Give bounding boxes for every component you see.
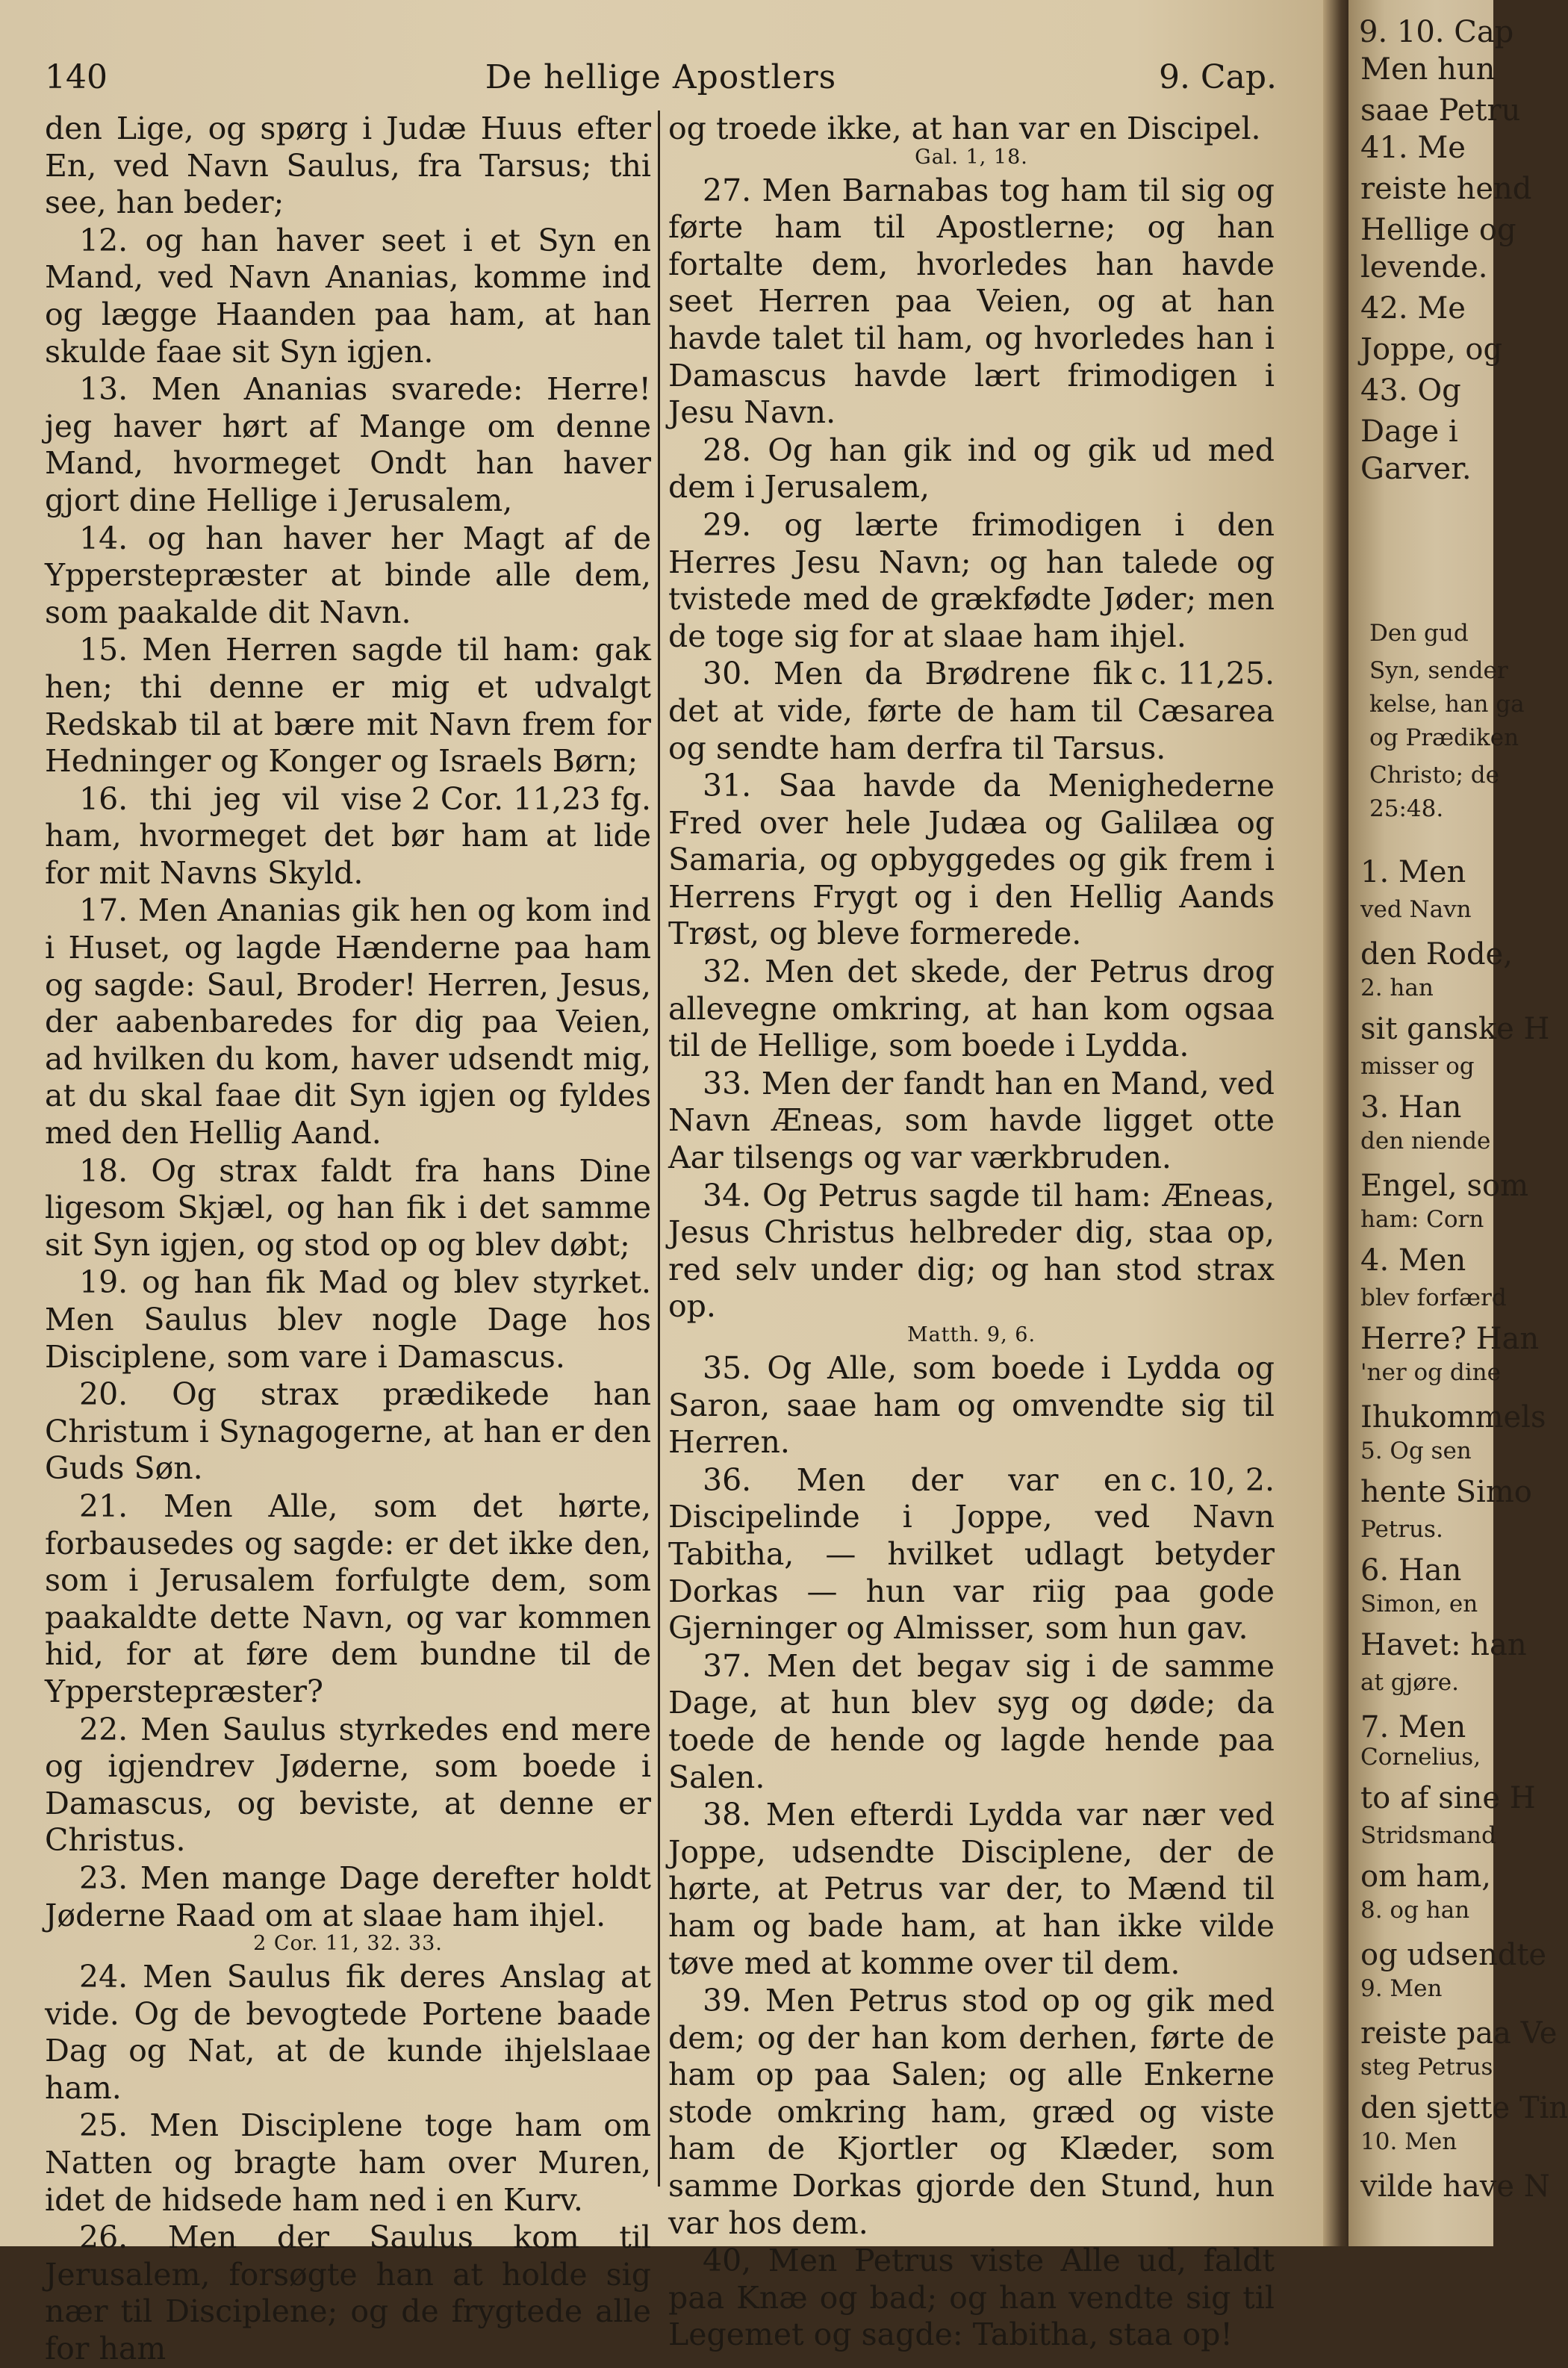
verse-number: 17. bbox=[79, 892, 128, 929]
footnote-reference: Matth. 9, 6. bbox=[906, 1323, 1036, 1346]
verse-text: thi jeg vil vise ham, hvormeget det bør ham at lide for mit Navns Skyld. bbox=[45, 780, 651, 891]
verse-text: Men Saulus styrkedes end mere og igjendrev Jøderne, som boede i Damascus, og beviste, at denne er Christus. bbox=[45, 1711, 651, 1859]
next-page-line: kelse, han ga bbox=[1369, 691, 1525, 718]
next-page-line: 7. Men bbox=[1360, 1710, 1466, 1744]
verse bbox=[45, 2107, 651, 2219]
verse-text: Men mange Dage derefter holdt Jøderne Raad om at slaae ham ihjel. bbox=[45, 1859, 651, 1933]
verse-number: 26. bbox=[79, 2219, 128, 2256]
verse-number: 12. bbox=[79, 222, 128, 258]
next-page-line: om ham, bbox=[1360, 1859, 1491, 1894]
verse bbox=[45, 223, 651, 370]
verse bbox=[668, 1797, 1275, 1982]
verse bbox=[668, 1462, 1275, 1647]
verse-text: og lærte frimodigen i den Herres Jesu Navn; og han talede og tvistede med de grækfødte Jøder; men de toge sig for at slaae ham ihjel. bbox=[668, 506, 1275, 654]
next-page-line: Men hun bbox=[1360, 52, 1496, 87]
verse-text: Men Ananias gik hen og kom ind i Huset, og lagde Hænderne paa ham og sagde: Saul, Broder! Herren, Jesus, der aabenbaredes for dig paa Veien, ad hvilken du kom, haver udsendt mig, at du skal faae dit Syn igjen og fyldes med den Hellig Aand. bbox=[45, 892, 651, 1152]
next-page-line: Simon, en bbox=[1360, 1591, 1478, 1617]
verse-text: og han haver seet i et Syn en Mand, ved Navn Ananias, komme ind og lægge Haanden paa ham, at han skulde faae sit Syn igjen. bbox=[45, 222, 651, 370]
verse-number: 14. bbox=[79, 520, 128, 556]
next-page-line: to af sine H bbox=[1360, 1781, 1536, 1815]
verse-number: 37. bbox=[703, 1647, 752, 1684]
verse bbox=[45, 2219, 651, 2367]
verse bbox=[668, 1648, 1275, 1796]
next-page-line: steg Petrus bbox=[1360, 2054, 1493, 2080]
verse-text: Men Petrus stod op og gik med dem; og der han kom derhen, førte de ham op paa Salen; og alle Enkerne stode omkring ham, græd og viste ham de Kjortler og Klæder, som samme Dorkas gjorde den Stund, hun var hos dem. bbox=[668, 1983, 1275, 2241]
next-page-line: reiste hend bbox=[1360, 172, 1532, 206]
verse-text: Og Petrus sagde til ham: Æneas, Jesus Christus helbreder dig, staa op, red selv under dig; og han stod strax op. bbox=[668, 1177, 1275, 1325]
next-page-line: Garver. bbox=[1360, 452, 1472, 486]
next-page-line: den sjette Tin bbox=[1360, 2091, 1568, 2125]
next-page-line: 2. han bbox=[1360, 975, 1434, 1001]
verse bbox=[668, 2243, 1275, 2354]
verse bbox=[668, 432, 1275, 506]
verse bbox=[45, 1153, 651, 1264]
next-page-line: Stridsmand bbox=[1360, 1822, 1496, 1849]
verse-number: 32. bbox=[703, 954, 752, 990]
next-page-line: levende. bbox=[1360, 250, 1488, 285]
verse-number: 27. bbox=[703, 172, 752, 208]
verse bbox=[45, 1376, 651, 1488]
next-page-line: vilde have N bbox=[1360, 2169, 1550, 2204]
verse-number: 30. bbox=[703, 656, 752, 692]
verse bbox=[45, 1264, 651, 1376]
verse bbox=[45, 520, 651, 632]
next-page-line: Petrus. bbox=[1360, 1516, 1443, 1543]
verse-text: Men Alle, som det hørte, forbausedes og sagde: er det ikke den, som i Jerusalem forfulgte dem, som paakaldte dette Navn, og var kommen hid, for at føre dem bundne til de Ypperstepræster? bbox=[45, 1488, 651, 1709]
verse-text: og troede ikke, at han var en Discipel. bbox=[668, 111, 1261, 146]
next-page-line: Hellige og bbox=[1360, 213, 1516, 247]
chapter-label: 9. Cap. bbox=[1158, 58, 1277, 96]
verse-text: Og strax prædikede han Christum i Synagogerne, at han er den Guds Søn. bbox=[45, 1376, 651, 1487]
next-page-line: 10. Men bbox=[1360, 2128, 1457, 2155]
next-page-line: 41. Me bbox=[1360, 131, 1466, 165]
next-page-line: 25:48. bbox=[1369, 795, 1444, 822]
verse-text: Og han gik ind og gik ud med dem i Jerusalem, bbox=[668, 432, 1275, 506]
verse-number: 18. bbox=[79, 1152, 128, 1189]
verse-number: 31. bbox=[703, 768, 752, 804]
verse-number: 36. bbox=[703, 1461, 752, 1498]
next-page-line: 3. Han bbox=[1360, 1090, 1462, 1125]
footnote-reference: 2 Cor. 11, 32. 33. bbox=[253, 1932, 443, 1956]
next-page-line: den Rode, bbox=[1360, 937, 1513, 972]
verse bbox=[668, 173, 1275, 432]
verse-text: Men Ananias svarede: Herre! jeg haver hørt af Mange om denne Mand, hvormeget Ondt han haver gjort dine Hellige i Jerusalem, bbox=[45, 371, 651, 518]
next-page-line: saae Petru bbox=[1360, 93, 1521, 128]
verse-text: og han haver her Magt af de Ypperstepræster at binde alle dem, som paakalde dit Navn. bbox=[45, 520, 651, 630]
next-page-line: og udsendte bbox=[1360, 1938, 1547, 1972]
next-page-edge bbox=[1348, 0, 1568, 2246]
verse bbox=[668, 1066, 1275, 1177]
verse-text: Men der var en Discipelinde i Joppe, ved Navn Tabitha, — hvilket udlagt betyder Dorkas — hun var riig paa gode Gjerninger og Almisser, som hun gav. bbox=[668, 1461, 1275, 1647]
next-page-line: 5. Og sen bbox=[1360, 1438, 1472, 1464]
verse-number: 29. bbox=[703, 506, 752, 543]
verse bbox=[668, 1983, 1275, 2242]
next-page-line: 8. og han bbox=[1360, 1897, 1470, 1924]
next-page-line: Christo; de bbox=[1369, 762, 1499, 789]
verse-number: 35. bbox=[703, 1350, 752, 1386]
verse bbox=[45, 1488, 651, 1711]
next-page-line: at gjøre. bbox=[1360, 1669, 1459, 1696]
verse-number: 20. bbox=[79, 1376, 128, 1413]
verse bbox=[668, 1350, 1275, 1461]
verse-number: 16. bbox=[79, 780, 128, 817]
left-text-column bbox=[45, 111, 651, 2367]
verse-text: Men der fandt han en Mand, ved Navn Æneas, som havde ligget otte Aar tilsengs og var værkbruden. bbox=[668, 1065, 1275, 1176]
verse bbox=[668, 656, 1275, 767]
next-page-line: Syn, sender bbox=[1369, 657, 1508, 684]
page-header bbox=[45, 58, 1277, 103]
verse-text: Saa havde da Menighederne Fred over hele Judæa og Galilæa og Samaria, og opbyggedes og gik frem i Herrens Frygt og i den Hellig Aands Trøst, og bleve formerede. bbox=[668, 768, 1275, 952]
verse-text: Og strax faldt fra hans Dine ligesom Skjæl, og han fik i det samme sit Syn igjen, og stod op og blev døbt; bbox=[45, 1152, 651, 1263]
verse-number: 21. bbox=[79, 1488, 128, 1524]
verse bbox=[45, 781, 651, 892]
verse-text: Men Herren sagde til ham: gak hen; thi denne er mig et udvalgt Redskab til at bære mit Navn frem for Hedninger og Konger og Israels Børn; bbox=[45, 632, 651, 780]
verse-number: 24. bbox=[79, 1959, 128, 1995]
column-divider bbox=[658, 111, 660, 2187]
verse-number: 19. bbox=[79, 1264, 128, 1301]
verse-text: Men Saulus fik deres Anslag at vide. Og de bevogtede Portene baade Dag og Nat, at de kunde ihjelslaae ham. bbox=[45, 1959, 651, 2106]
verse-number: 13. bbox=[79, 371, 128, 408]
next-page-line: hente Simo bbox=[1360, 1475, 1532, 1509]
verse bbox=[45, 632, 651, 780]
next-page-line: 9. 10. Cap bbox=[1359, 15, 1514, 49]
right-text-column bbox=[668, 111, 1275, 2353]
footnote-reference: Gal. 1, 18. bbox=[915, 145, 1028, 169]
verse-number: 38. bbox=[703, 1797, 752, 1833]
next-page-line: Ihukommels bbox=[1360, 1400, 1546, 1435]
verse-text: den Lige, og spørg i Judæ Huus efter En, ved Navn Saulus, fra Tarsus; thi see, han beder; bbox=[45, 111, 651, 221]
next-page-line: 1. Men bbox=[1360, 855, 1466, 889]
verse bbox=[45, 371, 651, 519]
next-page-line: den niende bbox=[1360, 1128, 1491, 1155]
next-page-line: Engel, som bbox=[1360, 1169, 1528, 1203]
verse-text: Men der Saulus kom til Jerusalem, forsøgte han at holde sig nær til Disciplene; og de frygtede alle for ham bbox=[45, 2219, 651, 2367]
verse-number: 25. bbox=[79, 2107, 128, 2144]
verse bbox=[45, 1959, 651, 2107]
verse bbox=[45, 1860, 651, 1934]
next-page-line: 'ner og dine bbox=[1360, 1359, 1501, 1386]
verse bbox=[45, 111, 651, 222]
verse bbox=[668, 768, 1275, 953]
verse bbox=[45, 1712, 651, 1859]
running-title: De hellige Apostlers bbox=[485, 58, 837, 96]
verse bbox=[45, 892, 651, 1152]
next-page-line: blev forfærd bbox=[1360, 1284, 1507, 1311]
next-page-line: sit ganske H bbox=[1360, 1012, 1550, 1046]
next-page-line: Den gud bbox=[1369, 620, 1469, 647]
verse-text: Og Alle, som boede i Lydda og Saron, saae ham og omvendte sig til Herren. bbox=[668, 1350, 1275, 1461]
verse-text: og han fik Mad og blev styrket. Men Saulus blev nogle Dage hos Disciplene, som vare i Damascus. bbox=[45, 1264, 651, 1375]
page-number: 140 bbox=[45, 58, 108, 96]
verse-text: Men Petrus viste Alle ud, faldt paa Knæ og bad; og han vendte sig til Legemet og sagde: Tabitha, staa op! bbox=[668, 2243, 1275, 2353]
next-page-line: 42. Me bbox=[1360, 291, 1466, 326]
verse-number: 33. bbox=[703, 1065, 752, 1101]
next-page-line: 6. Han bbox=[1360, 1553, 1462, 1588]
next-page-line: misser og bbox=[1360, 1053, 1475, 1080]
next-page-line: Havet: han bbox=[1360, 1628, 1527, 1662]
next-page-line: 4. Men bbox=[1360, 1243, 1466, 1278]
next-page-line: ved Navn bbox=[1360, 896, 1472, 923]
verse bbox=[668, 954, 1275, 1065]
verse-number: 28. bbox=[703, 432, 752, 468]
next-page-line: Dage i bbox=[1360, 414, 1458, 449]
verse-text: Men efterdi Lydda var nær ved Joppe, udsendte Disciplene, der de hørte, at Petrus var der, to Mænd til ham og bade ham, at han ikke vilde tøve med at komme over til dem. bbox=[668, 1797, 1275, 1981]
cross-reference: 2 Cor. 11,23 fg. bbox=[411, 780, 651, 817]
verse-text: Men Barnabas tog ham til sig og førte ham til Apostlerne; og han fortalte dem, hvorledes han havde seet Herren paa Veien, og at han havde talet til ham, og hvorledes han i Damascus havde lært frimodigen i Jesu Navn. bbox=[668, 172, 1275, 431]
verse-text: Men da Brødrene fik det at vide, førte de ham til Cæsarea og sendte ham derfra til Tarsus. bbox=[668, 656, 1275, 766]
next-page-line: og Prædiken bbox=[1369, 724, 1519, 751]
next-page-line: 9. Men bbox=[1360, 1975, 1443, 2002]
verse-text: Men det skede, der Petrus drog allevegne omkring, at han kom ogsaa til de Hellige, som boede i Lydda. bbox=[668, 954, 1275, 1064]
verse bbox=[668, 111, 1275, 148]
verse-text: Men Disciplene toge ham om Natten og bragte ham over Muren, idet de hidsede ham ned i en Kurv. bbox=[45, 2107, 651, 2218]
verse-text: Men det begav sig i de samme Dage, at hun blev syg og døde; da toede de hende og lagde hende paa Salen. bbox=[668, 1647, 1275, 1795]
verse-number: 39. bbox=[703, 1983, 752, 2019]
next-page-line: Herre? Han bbox=[1360, 1322, 1540, 1356]
verse-number: 22. bbox=[79, 1711, 128, 1747]
next-page-line: 43. Og bbox=[1360, 373, 1461, 408]
verse-number: 23. bbox=[79, 1859, 128, 1896]
verse-number: 34. bbox=[703, 1177, 752, 1213]
verse-number: 15. bbox=[79, 632, 128, 668]
verse bbox=[668, 507, 1275, 655]
verse bbox=[668, 1178, 1275, 1326]
verse-number: 40, bbox=[703, 2243, 752, 2279]
next-page-line: ham: Corn bbox=[1360, 1206, 1484, 1233]
next-page-line: Cornelius, bbox=[1360, 1744, 1481, 1771]
cross-reference: c. 10, 2. bbox=[1150, 1461, 1275, 1498]
cross-reference: c. 11,25. bbox=[1140, 656, 1275, 692]
next-page-line: reiste paa Ve bbox=[1360, 2016, 1558, 2051]
next-page-line: Joppe, og bbox=[1360, 332, 1503, 367]
